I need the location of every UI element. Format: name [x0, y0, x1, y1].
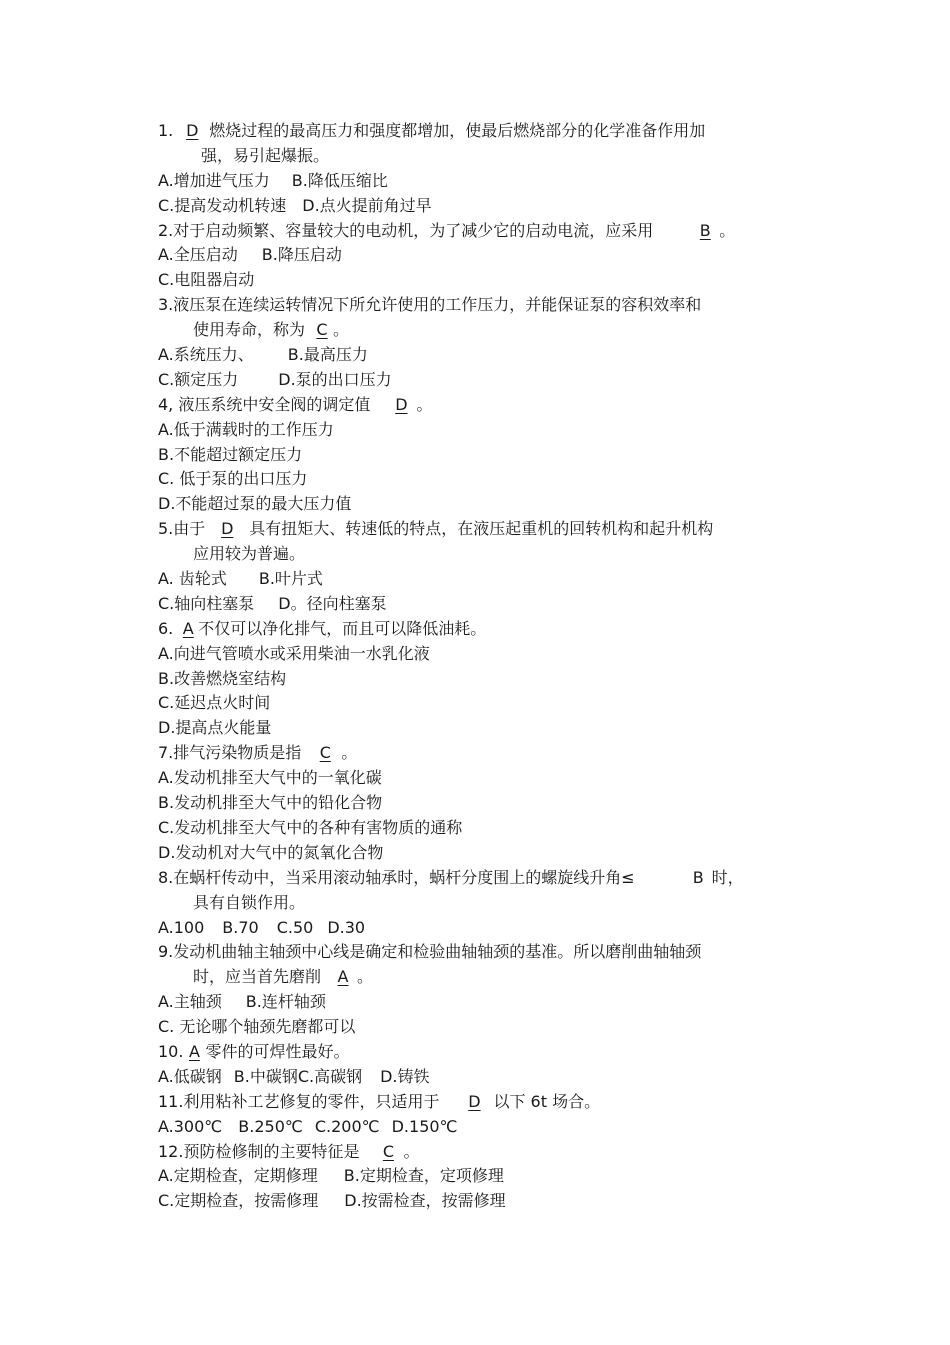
option: D.提高点火能量 — [158, 718, 272, 738]
question-9-stem: 9.发动机曲轴主轴颈中心线是确定和检验曲轴轴颈的基准。所以磨削曲轴轴颈 — [158, 942, 702, 962]
option: B.改善燃烧室结构 — [158, 668, 287, 688]
options-row — [158, 1065, 808, 1090]
question-4-stem: 4, 液压系统中安全阀的调定值 D 。 — [158, 393, 808, 418]
answer-blank: D — [395, 394, 408, 414]
options-row — [158, 1115, 808, 1140]
option: C.额定压力 — [158, 369, 239, 389]
options-row — [158, 343, 808, 368]
option: A.发动机排至大气中的一氧化碳 — [158, 768, 382, 788]
option: A.定期检查，定期修理 — [158, 1166, 318, 1186]
option: D.点火提前角过早 — [302, 195, 432, 215]
option: D.不能超过泵的最大压力值 — [158, 494, 352, 514]
option: D。径向柱塞泵 — [278, 593, 387, 613]
option: B.降低压缩比 — [291, 170, 388, 190]
question-7-stem: 7.排气污染物质是指 C 。 — [158, 741, 808, 766]
option: C.50 — [276, 917, 314, 937]
option: B.定期检查，定项修理 — [343, 1166, 504, 1186]
question-5-stem-continued: 应用较为普遍。 — [193, 544, 306, 564]
option: A.增加进气压力 — [158, 170, 270, 190]
option: A.低碳钢 — [158, 1066, 222, 1086]
option: B.250℃ — [238, 1116, 303, 1136]
option: D.按需检查，按需修理 — [344, 1191, 506, 1211]
question-3-stem-continued: 使用寿命，称为 C 。 — [158, 318, 808, 343]
option: D.150℃ — [391, 1116, 458, 1136]
question-2-stem: 2.对于启动频繁、容量较大的电动机，为了减少它的启动电流，应采用 B 。 — [158, 219, 808, 244]
answer-blank: B — [699, 220, 711, 240]
option: D.泵的出口压力 — [278, 369, 392, 389]
question-8-stem: 8.在蜗杆传动中，当采用滚动轴承时，蜗杆分度围上的螺旋线升角≤ B 时， — [158, 866, 808, 891]
question-9-stem-continued: 时，应当首先磨削 A 。 — [158, 965, 808, 990]
option: A.全压启动 — [158, 245, 238, 265]
option: C.延迟点火时间 — [158, 693, 271, 713]
answer-blank: B — [692, 867, 704, 887]
question-12-stem: 12.预防检修制的主要特征是 C 。 — [158, 1140, 808, 1165]
option: A.主轴颈 — [158, 992, 222, 1012]
option: B.中碳钢 — [233, 1066, 298, 1086]
answer-blank: D — [221, 519, 234, 539]
question-3-stem: 3.液压泵在连续运转情况下所允许使用的工作压力，并能保证泵的容积效率和 — [158, 295, 702, 315]
answer-blank: C — [382, 1141, 395, 1161]
option: A. 齿轮式 — [158, 569, 227, 589]
option: C.电阻器启动 — [158, 270, 255, 290]
option: B.降压启动 — [261, 245, 342, 265]
answer-blank: A — [182, 618, 194, 638]
option: B.叶片式 — [258, 569, 323, 589]
options-row — [158, 169, 808, 194]
answer-blank: A — [188, 1041, 200, 1061]
option: B.不能超过额定压力 — [158, 444, 303, 464]
options-row — [158, 368, 808, 393]
answer-blank: A — [337, 967, 349, 987]
options-row — [158, 567, 808, 592]
option: A.100 — [158, 917, 205, 937]
answer-blank: D — [186, 121, 199, 140]
option: C.发动机排至大气中的各种有害物质的通称 — [158, 817, 463, 837]
options-row — [158, 1189, 808, 1214]
question-10-stem: 10. A 零件的可焊性最好。 — [158, 1040, 808, 1065]
option: B.最高压力 — [287, 345, 368, 365]
question-1-stem-continued: 强，易引起爆振。 — [201, 145, 330, 165]
options-row — [158, 916, 808, 941]
question-1-stem: 1. D 燃烧过程的最高压力和强度都增加，使最后燃烧部分的化学准备作用加 — [158, 119, 808, 144]
option: C.高碳钢 — [297, 1066, 363, 1086]
option: D.30 — [327, 917, 366, 937]
option: C.提高发动机转速 — [158, 195, 287, 215]
question-8-stem-continued: 具有自锁作用。 — [193, 892, 306, 912]
option: C. 低于泵的出口压力 — [158, 469, 308, 489]
answer-blank: D — [468, 1091, 481, 1111]
option: C.定期检查，按需修理 — [158, 1191, 319, 1211]
option: C.轴向柱塞泵 — [158, 593, 255, 613]
option: B.70 — [222, 917, 259, 937]
question-5-stem: 5.由于 D 具有扭矩大、转速低的特点，在液压起重机的回转机构和起升机构 — [158, 517, 808, 542]
answer-blank: C — [319, 743, 331, 763]
options-row — [158, 990, 808, 1015]
options-row — [158, 243, 808, 268]
option: A.向进气管喷水或采用柴油一水乳化液 — [158, 643, 430, 663]
question-11-stem: 11.利用粘补工艺修复的零件，只适用于 D 以下 6t 场合。 — [158, 1090, 808, 1115]
options-row — [158, 1164, 808, 1189]
options-row — [158, 194, 808, 219]
option: D.发动机对大气中的氮氧化合物 — [158, 842, 384, 862]
answer-blank: C — [316, 320, 328, 340]
option: C.200℃ — [314, 1116, 380, 1136]
option: B.连杆轴颈 — [245, 992, 326, 1012]
option: D.铸铁 — [380, 1066, 430, 1086]
option: B.发动机排至大气中的铅化合物 — [158, 793, 383, 813]
option: A.300℃ — [158, 1116, 223, 1136]
options-row — [158, 592, 808, 617]
question-list — [158, 118, 808, 1214]
option: A.系统压力、 — [158, 345, 254, 365]
option: C. 无论哪个轴颈先磨都可以 — [158, 1017, 356, 1037]
option: A.低于满载时的工作压力 — [158, 419, 334, 439]
question-6-stem: 6. A 不仅可以净化排气，而且可以降低油耗。 — [158, 617, 808, 642]
